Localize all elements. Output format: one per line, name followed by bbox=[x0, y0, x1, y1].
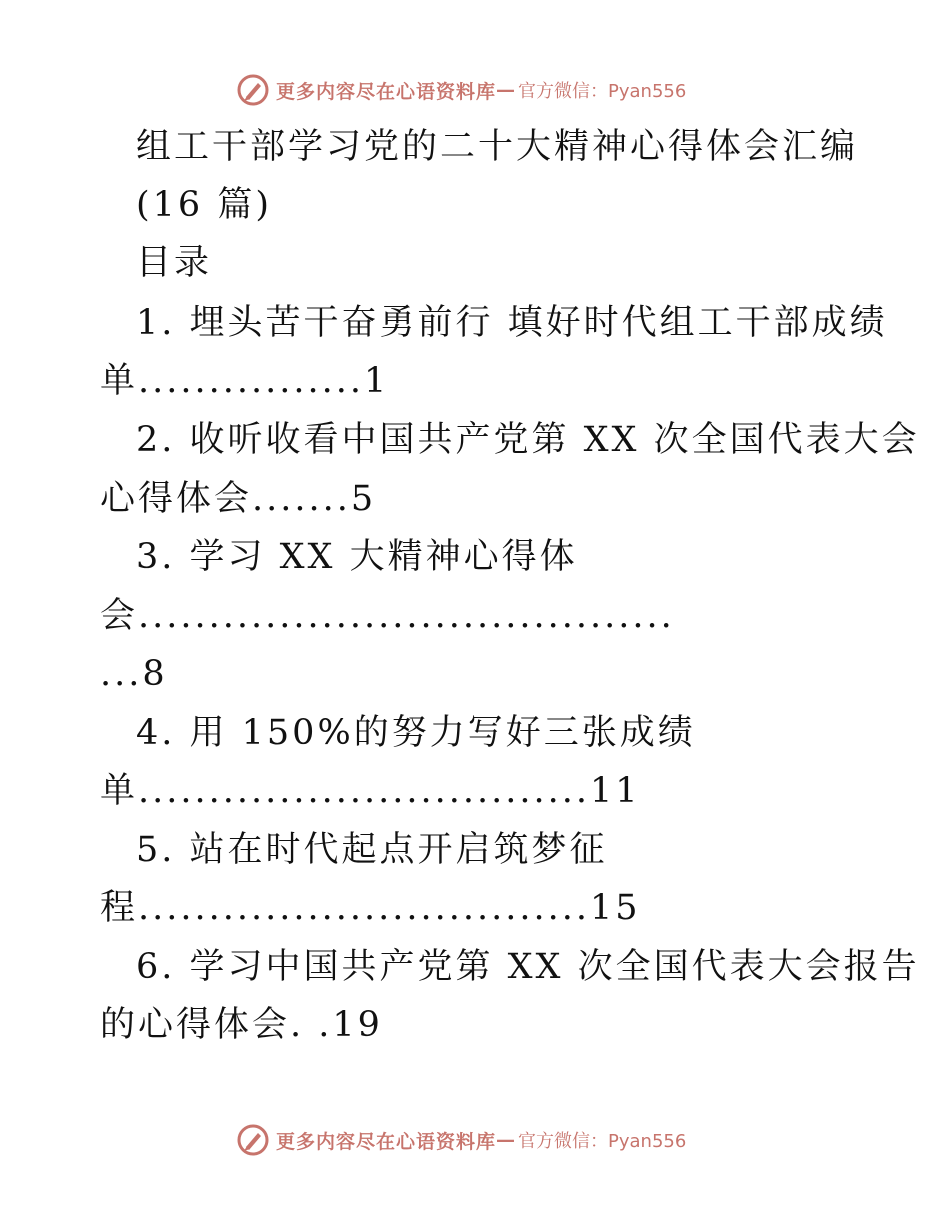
toc-entry-6-line1: 6. 学习中国共产党第 XX 次全国代表大会报告 bbox=[136, 947, 920, 987]
watermark-brand: 更多内容尽在心语资料库 bbox=[276, 1130, 497, 1153]
watermark-contact: 官方微信：Pyan556 bbox=[518, 1131, 687, 1152]
toc-heading: 目录 bbox=[136, 243, 213, 283]
watermark-separator: — bbox=[496, 1129, 517, 1151]
watermark-separator: — bbox=[496, 79, 517, 101]
pen-logo-icon bbox=[236, 73, 270, 107]
toc-entry-6-line2: 的心得体会. .19 bbox=[100, 1005, 383, 1045]
toc-entry-3-line1: 3. 学习 XX 大精神心得体 bbox=[136, 537, 578, 577]
document-title: 组工干部学习党的二十大精神心得体会汇编 bbox=[136, 127, 859, 167]
toc-entry-1-line2: 单................1 bbox=[100, 361, 390, 401]
toc-entry-5-line1: 5. 站在时代起点开启筑梦征 bbox=[136, 830, 608, 870]
toc-entry-2-line2: 心得体会.......5 bbox=[100, 479, 377, 519]
footer-watermark bbox=[236, 1120, 686, 1160]
toc-entry-4-line2: 单................................11 bbox=[100, 771, 641, 811]
toc-entry-3-line2: 会...................................... bbox=[100, 596, 675, 636]
toc-entry-5-line2: 程................................15 bbox=[100, 888, 641, 928]
pen-logo-icon bbox=[236, 1123, 270, 1157]
watermark-brand: 更多内容尽在心语资料库 bbox=[276, 80, 497, 103]
watermark-contact: 官方微信：Pyan556 bbox=[518, 81, 687, 102]
document-subtitle: (16 篇) bbox=[136, 185, 272, 225]
toc-entry-2-line1: 2. 收听收看中国共产党第 XX 次全国代表大会 bbox=[136, 420, 920, 460]
toc-entry-4-line1: 4. 用 150%的努力写好三张成绩 bbox=[136, 713, 696, 753]
toc-entry-1-line1: 1. 埋头苦干奋勇前行 填好时代组工干部成绩 bbox=[136, 303, 888, 343]
header-watermark bbox=[236, 70, 686, 110]
toc-entry-3-line3: ...8 bbox=[100, 654, 168, 694]
